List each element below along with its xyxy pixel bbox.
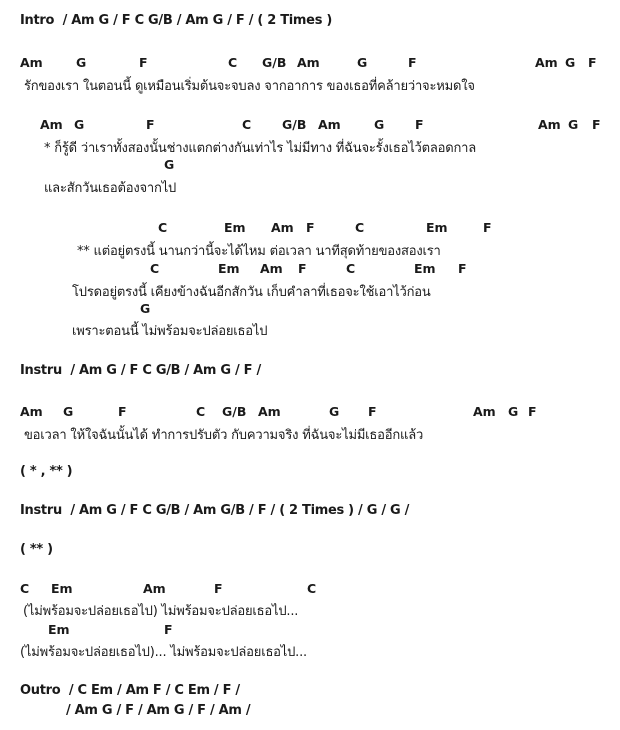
chord: G [565,55,576,70]
chord: G/B [282,117,307,132]
chord: F [408,55,417,70]
chord: Em [48,622,70,637]
intro-progression: / Am G / F C G/B / Am G / F / ( 2 Times ) [62,13,332,28]
intro-label: Intro [20,13,55,28]
chord: G [74,117,85,132]
lyric-line: และสักวันเธอต้องจากไป [44,181,177,196]
chord: C [20,581,30,596]
intro-line [20,13,332,28]
instru1-line [20,363,261,378]
chord: G/B [222,404,247,419]
chord: C [346,261,356,276]
chord: F [368,404,377,419]
lyric-line: (ไม่พร้อมจะปล่อยเธอไป) ไม่พร้อมจะปล่อยเธอไป... [23,604,299,619]
instru2-line [20,503,409,518]
chord: F [298,261,307,276]
chord: F [592,117,601,132]
chord: F [164,622,173,637]
chord: Am [20,404,43,419]
instru1-label: Instru [20,363,62,378]
chord: F [139,55,148,70]
chord: G [329,404,340,419]
chord: C [307,581,317,596]
chord: Am [40,117,63,132]
lyric-line: เพราะตอนนี้ ไม่พร้อมจะปล่อยเธอไป [72,324,268,339]
chord: F [588,55,597,70]
chord: Am [260,261,283,276]
chord: G/B [262,55,287,70]
chord: C [228,55,238,70]
instru2-progression: / Am G / F C G/B / Am G/B / F / ( 2 Times ) / G / G / [70,503,410,518]
chord: G [357,55,368,70]
lyric-line: รักของเรา ในตอนนี้ ดูเหมือนเริ่มต้นจะจบลง จากอาการ ของเธอที่คล้ายว่าจะหมดใจ [24,79,475,94]
instru2-label: Instru [20,503,62,518]
chord: F [483,220,492,235]
outro-progression: / C Em / Am F / C Em / F / [68,683,240,698]
chord: G [140,301,151,316]
chord: F [528,404,537,419]
chord: Am [143,581,166,596]
outro-progression-2: / Am G / F / Am G / F / Am / [66,703,251,718]
chord: F [458,261,467,276]
chord: Am [473,404,496,419]
lyric-line: ** แต่อยู่ตรงนี้ นานกว่านี้จะได้ไหม ต่อเวลา นาทีสุดท้ายของสองเรา [77,244,441,259]
chord: G [568,117,579,132]
lyric-line: * ก็รู้ดี ว่าเราทั้งสองนั้นช่างแตกต่างกันเท่าไร ไม่มีทาง ที่ฉันจะรั้งเธอไว้ตลอดกาล [44,141,477,156]
repeat-marker: ( * , ** ) [20,464,73,479]
chord: Am [318,117,341,132]
instru1-progression: / Am G / F C G/B / Am G / F / [70,363,261,378]
chord: Em [218,261,240,276]
chord: F [146,117,155,132]
chord: C [158,220,168,235]
lyric-line: (ไม่พร้อมจะปล่อยเธอไป)... ไม่พร้อมจะปล่อยเธอไป... [20,645,307,660]
chord: Am [271,220,294,235]
repeat-marker: ( ** ) [20,542,53,557]
chord: Am [258,404,281,419]
chord: Em [224,220,246,235]
chord: F [118,404,127,419]
chord: Em [414,261,436,276]
chord: F [214,581,223,596]
chord: C [150,261,160,276]
chord: F [306,220,315,235]
chord: Am [535,55,558,70]
chord: C [355,220,365,235]
chord: G [164,157,175,172]
chord: G [76,55,87,70]
chord: Am [538,117,561,132]
chord: G [508,404,519,419]
chord: Em [51,581,73,596]
chord: C [242,117,252,132]
outro-label: Outro [20,683,61,698]
chord: C [196,404,206,419]
lyric-line: โปรดอยู่ตรงนี้ เคียงข้างฉันอีกสักวัน เก็บคำลาที่เธอจะใช้เอาไว้ก่อน [72,285,431,300]
chord: Em [426,220,448,235]
chord: Am [20,55,43,70]
chord: Am [297,55,320,70]
chord: F [415,117,424,132]
lyric-line: ขอเวลา ให้ใจฉันนั้นได้ ทำการปรับตัว กับความจริง ที่ฉันจะไม่มีเธออีกแล้ว [24,428,424,443]
chord: G [374,117,385,132]
chord: G [63,404,74,419]
outro-line [20,683,240,698]
